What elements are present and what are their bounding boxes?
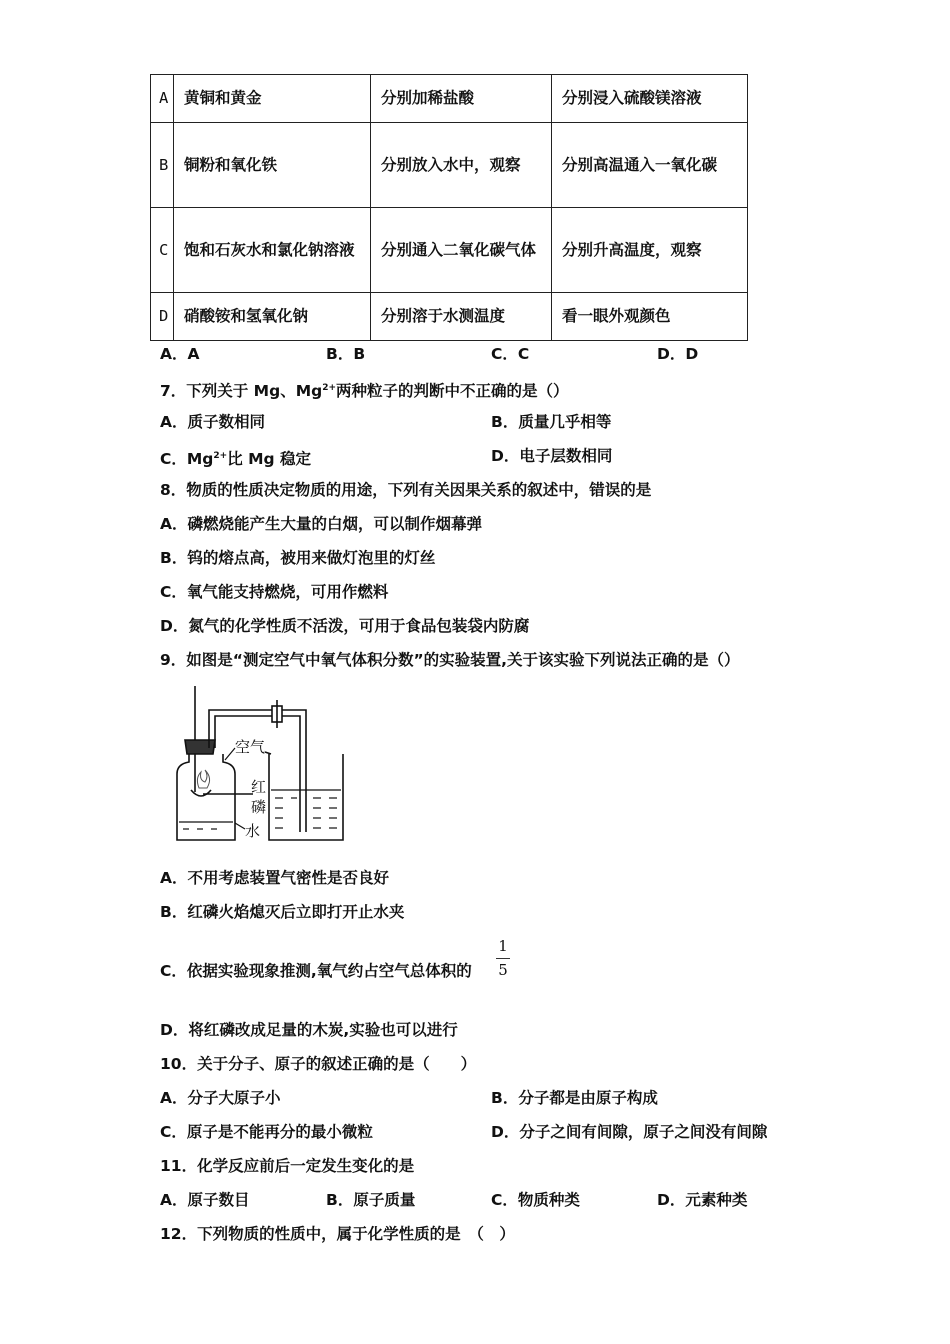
- table-row: [151, 75, 748, 123]
- fraction-denominator: 5: [498, 961, 508, 979]
- q8-choice-d: D．氮气的化学性质不活泼，可用于食品包装袋内防腐: [160, 617, 530, 635]
- row-key: B: [151, 123, 174, 208]
- table-row: [151, 123, 748, 208]
- q8-choice-a: A．磷燃烧能产生大量的白烟，可以制作烟幕弹: [160, 515, 482, 533]
- label-red: 红: [251, 778, 267, 796]
- q8-choice-c: C．氧气能支持燃烧，可用作燃料: [160, 583, 389, 601]
- row-item: 饱和石灰水和氯化钠溶液: [174, 208, 371, 293]
- q12-stem: 12．下列物质的性质中，属于化学性质的是 （ ）: [160, 1225, 515, 1243]
- row-method2: 看一眼外观颜色: [552, 293, 748, 341]
- label-phosphorus: 磷: [251, 798, 267, 816]
- q7-choice-b: B．质量几乎相等: [491, 413, 612, 431]
- q9-choice-d: D．将红磷改成足量的木炭,实验也可以进行: [160, 1021, 458, 1039]
- q10-choice-d: D．分子之间有间隙，原子之间没有间隙: [491, 1123, 768, 1141]
- fraction-numerator: 1: [498, 937, 508, 955]
- q9-choice-c: C．依据实验现象推测,氧气约占空气总体积的: [160, 962, 472, 980]
- q10-choice-a: A．分子大原子小: [160, 1089, 281, 1107]
- row-key: C: [151, 208, 174, 293]
- row-method1: 分别放入水中，观察: [371, 123, 552, 208]
- table-row: [151, 293, 748, 341]
- row-key: A: [151, 75, 174, 123]
- q10-stem: 10．关于分子、原子的叙述正确的是（ ）: [160, 1055, 477, 1073]
- q7-choice-a: A．质子数相同: [160, 413, 265, 431]
- q7-choice-c: C．$Mg^{2+}$比 Mg 稳定: [160, 450, 312, 469]
- label-air: 空气: [235, 738, 266, 756]
- q10-choice-b: B．分子都是由原子构成: [491, 1089, 658, 1107]
- q6-choice-d: D．D: [657, 345, 699, 363]
- row-method1: 分别通入二氧化碳气体: [371, 208, 552, 293]
- row-method2: 分别浸入硫酸镁溶液: [552, 75, 748, 123]
- q9-stem: 9．如图是“测定空气中氧气体积分数”的实验装置,关于该实验下列说法正确的是（）: [160, 651, 740, 669]
- row-method1: 分别溶于水测温度: [371, 293, 552, 341]
- q7-stem: 7．下列关于 Mg、$Mg^{2+}$两种粒子的判断中不正确的是（）: [160, 382, 569, 401]
- q9-choice-b: B．红磷火焰熄灭后立即打开止水夹: [160, 903, 405, 921]
- q8-choice-b: B．钨的熔点高，被用来做灯泡里的灯丝: [160, 549, 436, 567]
- apparatus-figure: [165, 682, 355, 847]
- q11-choice-c: C．物质种类: [491, 1191, 580, 1209]
- row-method2: 分别升高温度，观察: [552, 208, 748, 293]
- row-key: D: [151, 293, 174, 341]
- q11-choice-a: A．原子数目: [160, 1191, 250, 1209]
- fraction-bar: [496, 958, 510, 959]
- q6-choice-c: C．C: [491, 345, 530, 363]
- q9-choice-a: A．不用考虑装置气密性是否良好: [160, 869, 389, 887]
- q11-choice-b: B．原子质量: [326, 1191, 416, 1209]
- q11-stem: 11．化学反应前后一定发生变化的是: [160, 1157, 415, 1175]
- label-water: 水: [245, 822, 261, 840]
- table-row: [151, 208, 748, 293]
- row-method1: 分别加稀盐酸: [371, 75, 552, 123]
- options-table: [150, 74, 748, 341]
- q6-choice-b: B．B: [326, 345, 366, 363]
- row-item: 铜粉和氧化铁: [174, 123, 371, 208]
- row-item: 硝酸铵和氢氧化钠: [174, 293, 371, 341]
- q10-choice-c: C．原子是不能再分的最小微粒: [160, 1123, 373, 1141]
- q11-choice-d: D．元素种类: [657, 1191, 748, 1209]
- q6-choice-a: A．A: [160, 345, 200, 363]
- row-item: 黄铜和黄金: [174, 75, 371, 123]
- row-method2: 分别高温通入一氧化碳: [552, 123, 748, 208]
- q7-choice-d: D．电子层数相同: [491, 447, 613, 465]
- q8-stem: 8．物质的性质决定物质的用途，下列有关因果关系的叙述中，错误的是: [160, 481, 652, 499]
